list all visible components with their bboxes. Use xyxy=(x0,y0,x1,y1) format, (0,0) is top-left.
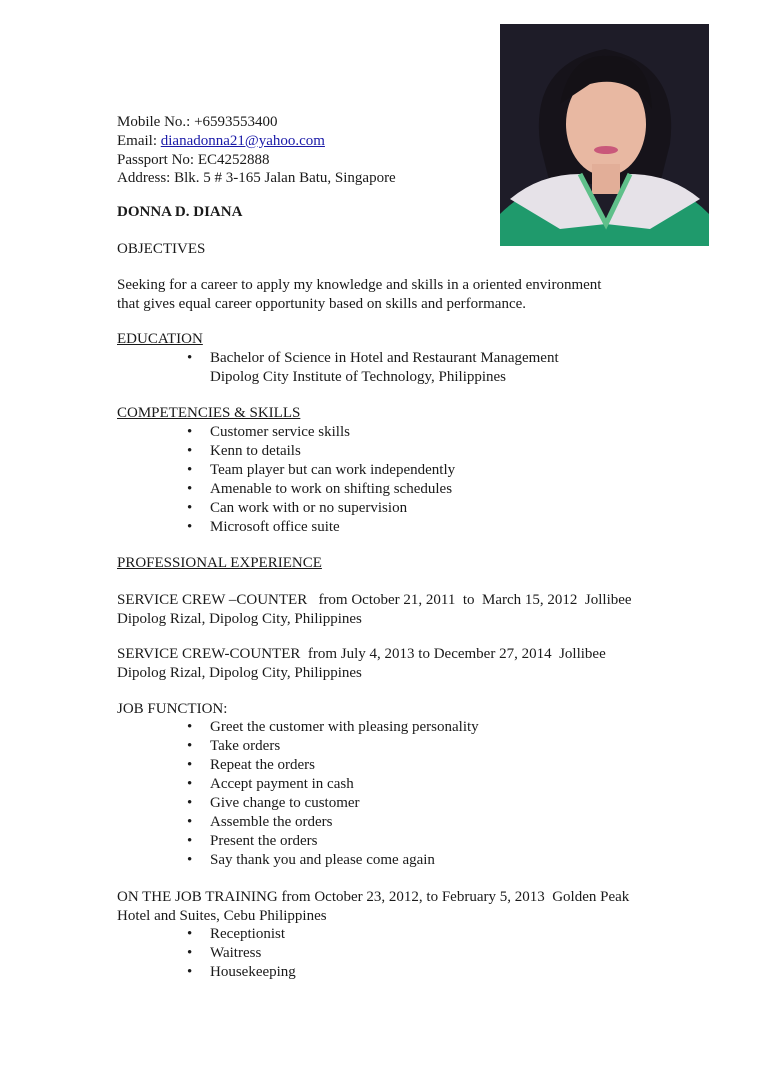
bullet-icon: • xyxy=(187,500,193,516)
bullet-icon: • xyxy=(187,814,193,830)
bullet-icon: • xyxy=(187,481,193,497)
list-item: • Say thank you and please come again xyxy=(187,852,435,868)
list-item: • Bachelor of Science in Hotel and Restaurant Management xyxy=(187,350,559,366)
job-entry xyxy=(117,645,677,683)
email-link[interactable]: dianadonna21@yahoo.com xyxy=(160,132,325,149)
bullet-icon: • xyxy=(187,719,193,735)
bullet-icon: • xyxy=(187,964,193,980)
list-item: • Repeat the orders xyxy=(187,757,315,773)
job-title-dates: SERVICE CREW –COUNTER from October 21, 2011 to March 15, 2012 Jollibee xyxy=(117,592,632,608)
objectives-heading: OBJECTIVES xyxy=(117,241,206,257)
bullet-icon: • xyxy=(187,926,193,942)
contact-block xyxy=(117,113,677,188)
list-item: • Receptionist xyxy=(187,926,285,942)
list-item: • Microsoft office suite xyxy=(187,519,340,535)
bullet-icon: • xyxy=(187,795,193,811)
bullet-icon: • xyxy=(187,443,193,459)
list-item: • Housekeeping xyxy=(187,964,296,980)
bullet-icon: • xyxy=(187,776,193,792)
list-item: • Waitress xyxy=(187,945,262,961)
job-location: Dipolog Rizal, Dipolog City, Philippines xyxy=(117,664,362,681)
list-item: • Kenn to details xyxy=(187,443,301,459)
job-location: Dipolog Rizal, Dipolog City, Philippines xyxy=(117,610,362,627)
skills-heading: COMPETENCIES & SKILLS xyxy=(117,405,301,421)
job-title-dates: SERVICE CREW-COUNTER from July 4, 2013 to December 27, 2014 Jollibee xyxy=(117,646,606,662)
list-item: • Team player but can work independently xyxy=(187,462,456,478)
bullet-icon: • xyxy=(187,945,193,961)
list-item: • Present the orders xyxy=(187,833,318,849)
skills-list xyxy=(117,423,677,537)
ojt-location: Hotel and Suites, Cebu Philippines xyxy=(117,907,327,924)
bullet-icon: • xyxy=(187,350,193,366)
ojt-title-dates: ON THE JOB TRAINING from October 23, 2012, to February 5, 2013 Golden Peak xyxy=(117,889,630,905)
applicant-name: DONNA D. DIANA xyxy=(117,204,243,220)
bullet-icon: • xyxy=(187,757,193,773)
passport-number: Passport No: EC4252888 xyxy=(117,151,270,168)
list-item: • Accept payment in cash xyxy=(187,776,354,792)
email-line xyxy=(117,132,677,151)
bullet-icon: • xyxy=(187,424,193,440)
bullet-icon: • xyxy=(187,738,193,754)
bullet-icon: • xyxy=(187,852,193,868)
job-function-heading: JOB FUNCTION: xyxy=(117,701,228,717)
list-item: • Amenable to work on shifting schedules xyxy=(187,481,453,497)
objectives-line: that gives equal career opportunity based on skills and performance. xyxy=(117,295,527,312)
ojt-list xyxy=(117,925,677,982)
job-entry xyxy=(117,591,677,629)
bullet-icon: • xyxy=(187,833,193,849)
list-item: • Greet the customer with pleasing personality xyxy=(187,719,479,735)
mobile-number: Mobile No.: +6593553400 xyxy=(117,114,278,130)
list-item: • Customer service skills xyxy=(187,424,350,440)
address: Address: Blk. 5 # 3-165 Jalan Batu, Singapore xyxy=(117,170,396,187)
objectives-text xyxy=(117,276,677,314)
list-item: • Take orders xyxy=(187,738,281,754)
list-item: • Can work with or no supervision xyxy=(187,500,408,516)
list-item: Dipolog City Institute of Technology, Philippines xyxy=(210,369,507,385)
bullet-icon: • xyxy=(187,462,193,478)
email-label: Email: xyxy=(117,132,161,149)
bullet-icon: • xyxy=(187,519,193,535)
education-list xyxy=(117,349,677,387)
list-item: • Assemble the orders xyxy=(187,814,333,830)
objectives-line: Seeking for a career to apply my knowledge and skills in a oriented environment xyxy=(117,277,602,293)
job-function-list xyxy=(117,718,677,870)
education-heading: EDUCATION xyxy=(117,331,203,347)
list-item: • Give change to customer xyxy=(187,795,360,811)
ojt-entry xyxy=(117,888,677,926)
experience-heading: PROFESSIONAL EXPERIENCE xyxy=(117,555,322,571)
